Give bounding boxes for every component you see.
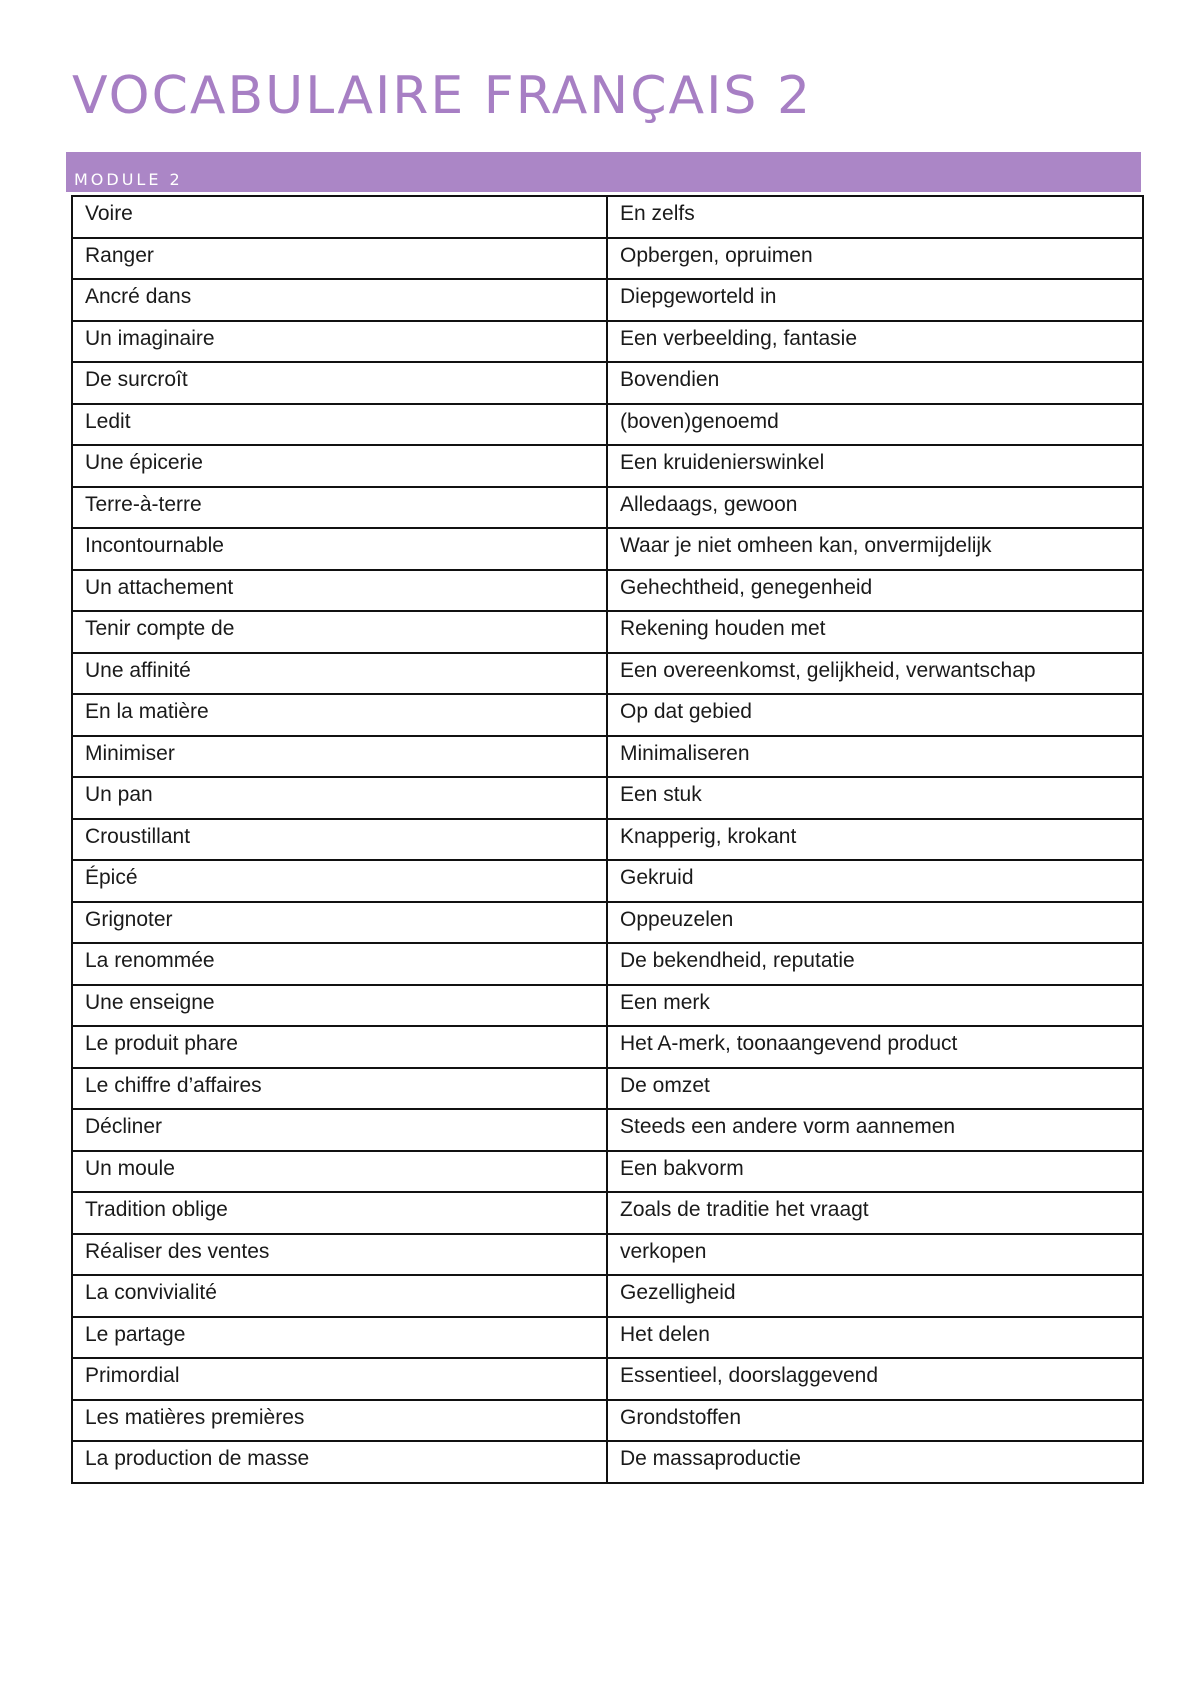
french-term: Grignoter: [72, 902, 607, 944]
dutch-translation: Grondstoffen: [607, 1400, 1143, 1442]
dutch-translation: De massaproductie: [607, 1441, 1143, 1483]
table-row: [72, 653, 1143, 695]
table-row: [72, 819, 1143, 861]
dutch-translation: De omzet: [607, 1068, 1143, 1110]
french-term: Un pan: [72, 777, 607, 819]
table-row: [72, 196, 1143, 238]
dutch-translation: Essentieel, doorslaggevend: [607, 1358, 1143, 1400]
dutch-translation: Zoals de traditie het vraagt: [607, 1192, 1143, 1234]
french-term: Le produit phare: [72, 1026, 607, 1068]
dutch-translation: Het delen: [607, 1317, 1143, 1359]
french-term: La production de masse: [72, 1441, 607, 1483]
table-row: [72, 1109, 1143, 1151]
french-term: La convivialité: [72, 1275, 607, 1317]
table-row: [72, 1026, 1143, 1068]
dutch-translation: Een verbeelding, fantasie: [607, 321, 1143, 363]
french-term: Un moule: [72, 1151, 607, 1193]
dutch-translation: Waar je niet omheen kan, onvermijdelijk: [607, 528, 1143, 570]
french-term: Tenir compte de: [72, 611, 607, 653]
dutch-translation: Rekening houden met: [607, 611, 1143, 653]
dutch-translation: Gekruid: [607, 860, 1143, 902]
french-term: Voire: [72, 196, 607, 238]
dutch-translation: Gehechtheid, genegenheid: [607, 570, 1143, 612]
dutch-translation: Bovendien: [607, 362, 1143, 404]
dutch-translation: Gezelligheid: [607, 1275, 1143, 1317]
dutch-translation: Steeds een andere vorm aannemen: [607, 1109, 1143, 1151]
table-row: [72, 321, 1143, 363]
french-term: Les matières premières: [72, 1400, 607, 1442]
table-row: [72, 1068, 1143, 1110]
dutch-translation: Opbergen, opruimen: [607, 238, 1143, 280]
dutch-translation: Diepgeworteld in: [607, 279, 1143, 321]
dutch-translation: Een bakvorm: [607, 1151, 1143, 1193]
french-term: Ranger: [72, 238, 607, 280]
dutch-translation: Knapperig, krokant: [607, 819, 1143, 861]
french-term: Ancré dans: [72, 279, 607, 321]
french-term: Primordial: [72, 1358, 607, 1400]
table-row: [72, 1400, 1143, 1442]
french-term: De surcroît: [72, 362, 607, 404]
table-row: [72, 528, 1143, 570]
table-row: [72, 487, 1143, 529]
french-term: Minimiser: [72, 736, 607, 778]
french-term: Ledit: [72, 404, 607, 446]
french-term: Terre-à-terre: [72, 487, 607, 529]
dutch-translation: Minimaliseren: [607, 736, 1143, 778]
table-row: [72, 943, 1143, 985]
french-term: Le partage: [72, 1317, 607, 1359]
table-row: [72, 1317, 1143, 1359]
french-term: Une épicerie: [72, 445, 607, 487]
vocabulary-table: [71, 195, 1144, 1484]
dutch-translation: Een merk: [607, 985, 1143, 1027]
module-heading-bar: [66, 152, 1141, 192]
french-term: Une affinité: [72, 653, 607, 695]
table-row: [72, 445, 1143, 487]
page-title: VOCABULAIRE FRANÇAIS 2: [72, 66, 813, 126]
module-heading-label: MODULE 2: [74, 170, 183, 189]
dutch-translation: En zelfs: [607, 196, 1143, 238]
vocabulary-table-body: [72, 196, 1143, 1483]
table-row: [72, 362, 1143, 404]
french-term: Tradition oblige: [72, 1192, 607, 1234]
french-term: Décliner: [72, 1109, 607, 1151]
table-row: [72, 985, 1143, 1027]
table-row: [72, 694, 1143, 736]
french-term: Croustillant: [72, 819, 607, 861]
french-term: Incontournable: [72, 528, 607, 570]
french-term: Épicé: [72, 860, 607, 902]
table-row: [72, 570, 1143, 612]
french-term: Un attachement: [72, 570, 607, 612]
french-term: Réaliser des ventes: [72, 1234, 607, 1276]
french-term: En la matière: [72, 694, 607, 736]
table-row: [72, 1151, 1143, 1193]
table-row: [72, 1358, 1143, 1400]
french-term: Une enseigne: [72, 985, 607, 1027]
table-row: [72, 777, 1143, 819]
dutch-translation: Het A-merk, toonaangevend product: [607, 1026, 1143, 1068]
dutch-translation: Alledaags, gewoon: [607, 487, 1143, 529]
dutch-translation: (boven)genoemd: [607, 404, 1143, 446]
dutch-translation: Op dat gebied: [607, 694, 1143, 736]
dutch-translation: Een stuk: [607, 777, 1143, 819]
table-row: [72, 902, 1143, 944]
table-row: [72, 611, 1143, 653]
table-row: [72, 1234, 1143, 1276]
table-row: [72, 279, 1143, 321]
dutch-translation: De bekendheid, reputatie: [607, 943, 1143, 985]
french-term: Le chiffre d’affaires: [72, 1068, 607, 1110]
french-term: La renommée: [72, 943, 607, 985]
dutch-translation: Een overeenkomst, gelijkheid, verwantschap: [607, 653, 1143, 695]
table-row: [72, 404, 1143, 446]
table-row: [72, 860, 1143, 902]
table-row: [72, 736, 1143, 778]
table-row: [72, 238, 1143, 280]
dutch-translation: Oppeuzelen: [607, 902, 1143, 944]
table-row: [72, 1441, 1143, 1483]
table-row: [72, 1192, 1143, 1234]
table-row: [72, 1275, 1143, 1317]
dutch-translation: Een kruidenierswinkel: [607, 445, 1143, 487]
dutch-translation: verkopen: [607, 1234, 1143, 1276]
french-term: Un imaginaire: [72, 321, 607, 363]
